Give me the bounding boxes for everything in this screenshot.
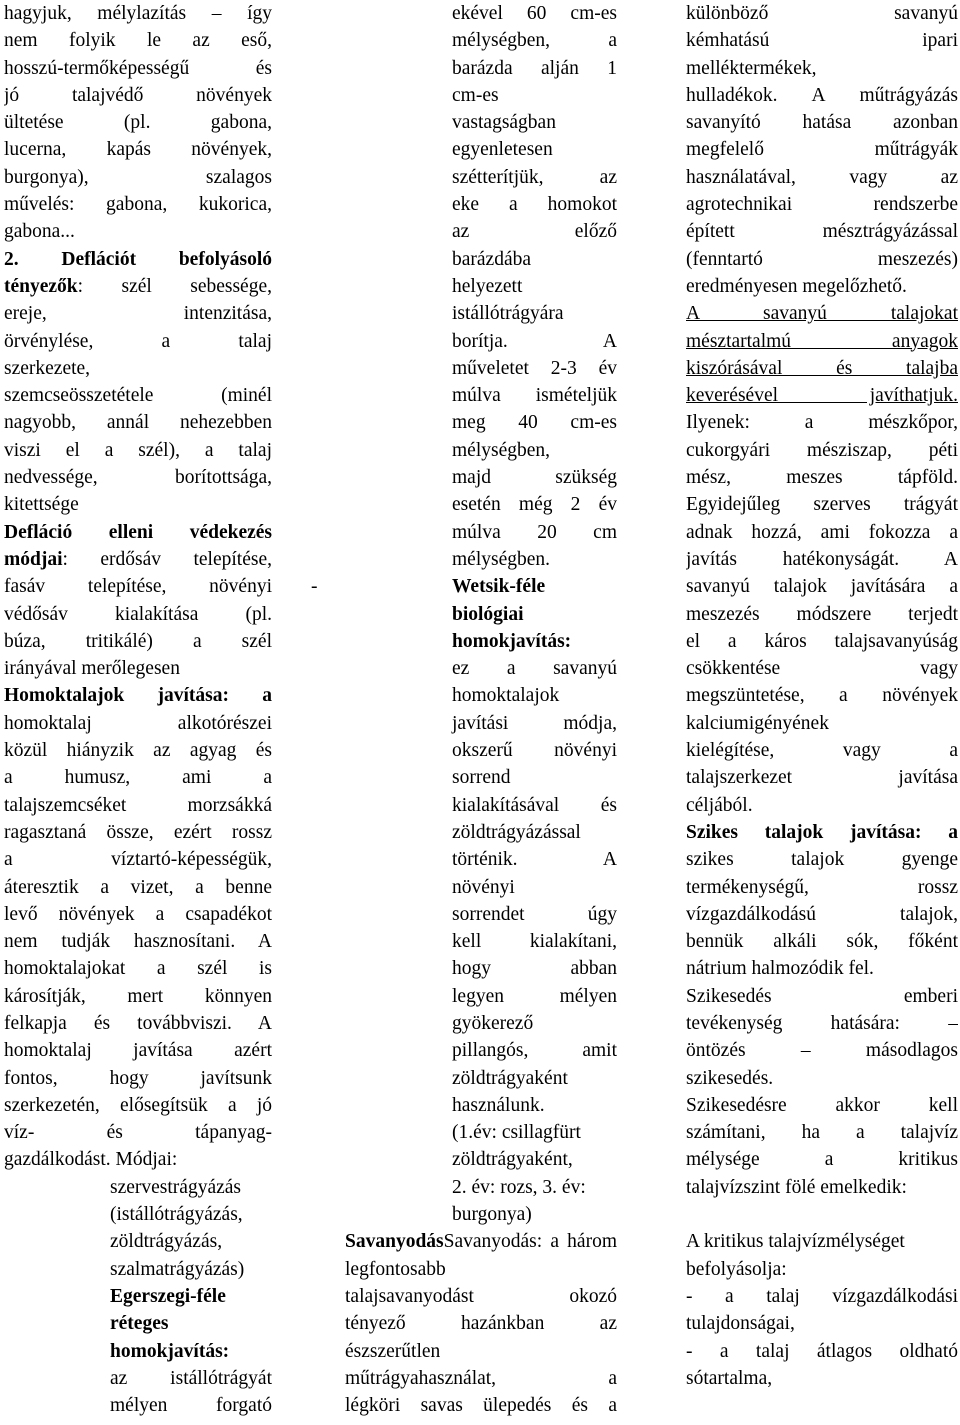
- text-line: mélysége a kritikus: [686, 1149, 958, 1171]
- text-line: a humusz, ami a: [4, 767, 272, 789]
- text-line: fontos, hogy javítsunk: [4, 1067, 272, 1089]
- heading-szikes-talajok: Szikes talajok javítása: a: [686, 821, 958, 843]
- text-line: károsítják, mert könnyen: [4, 985, 272, 1007]
- text-line: múlva 20 cm: [452, 521, 617, 543]
- text-line: Szikesedésre akkor kell: [686, 1094, 958, 1116]
- text-line: eke a homokot: [452, 194, 617, 216]
- text-line: bennük alkáli sók, főként: [686, 931, 958, 953]
- text-line: hagyjuk, mélylazítás – így: [4, 3, 272, 24]
- text-line: sorrendet úgy: [452, 903, 617, 925]
- text-line: egyenletesen: [452, 139, 553, 161]
- text-line: Egerszegi-féle: [110, 1285, 226, 1307]
- heading-savanyodas: [345, 1228, 617, 1255]
- list-item-egerszegi: [4, 1283, 272, 1310]
- text-line: örvénylése, a talaj: [4, 330, 272, 352]
- text-line: homoktalajokat a szél is: [4, 958, 272, 980]
- text-line: tényező hazánkban az: [345, 1313, 617, 1335]
- list-item-sotartalom: - a talaj átlagos oldható: [686, 1340, 958, 1362]
- text-line: burgonya): [452, 1204, 532, 1226]
- text-line: agrotechnikai rendszerbe: [686, 194, 958, 216]
- text-line: homokjavítás:: [110, 1340, 230, 1362]
- text-line: nátrium halmozódik fel.: [686, 958, 874, 980]
- text-line: meg 40 cm-es: [452, 412, 617, 434]
- text-line: tényezők: szél sebessége,: [4, 275, 272, 297]
- text-line: (fenntartó meszezés): [686, 248, 958, 270]
- text-line: tulajdonságai,: [686, 1313, 795, 1335]
- text-line: ültetése (pl. gabona,: [4, 112, 272, 134]
- text-line: ez a savanyú: [452, 658, 617, 680]
- text-line: megszüntetése, a növények: [686, 685, 958, 707]
- text-line: fasáv telepítése, növényi: [4, 576, 272, 598]
- text-line: épített mésztrágyázással: [686, 221, 958, 243]
- text-line: hosszú-termőképességű és: [4, 57, 272, 79]
- text-line: homoktalajok: [452, 685, 560, 707]
- text-line: mélységben, a: [452, 30, 617, 52]
- text-line: nagyobb, annál nehezebben: [4, 412, 272, 434]
- text-line: megfelelő műtrágyák: [686, 139, 958, 161]
- text-line: sótartalma,: [686, 1367, 773, 1389]
- text-line: melléktermékek,: [686, 57, 817, 79]
- column-middle: [311, 0, 617, 1419]
- text-line: az istállótrágyát: [110, 1367, 272, 1389]
- text-line: búza, tritikálé) a szél: [4, 630, 272, 652]
- heading-homoktalajok: Homoktalajok javítása: a: [4, 685, 272, 707]
- text-line: kitettsége: [4, 494, 79, 516]
- text-line: barázdába: [452, 248, 532, 270]
- text-line: művelés: gabona, kukorica,: [4, 194, 272, 216]
- text-line: lucerna, kapás növények,: [4, 139, 272, 161]
- text-line: szikesedés.: [686, 1067, 774, 1089]
- column-right: [686, 0, 958, 1392]
- text-line: cukorgyári mésziszap, péti: [686, 439, 958, 461]
- text-line: mélységben.: [452, 548, 551, 570]
- text-line: hogy abban: [452, 958, 617, 980]
- text-line: homoktalaj javítása azért: [4, 1040, 272, 1062]
- text-line: szikes talajok gyenge: [686, 849, 958, 871]
- list-item-szervestragyazas: [4, 1174, 272, 1201]
- text-line: irányával merőlegesen: [4, 658, 180, 680]
- text-line: A kritikus talajvízmélységet: [686, 1231, 905, 1253]
- column-left: [4, 0, 272, 1419]
- text-line: talajszemcséket morzsákká: [4, 794, 272, 816]
- text-line: homoktalaj alkotórészei: [4, 712, 272, 734]
- bold-lead: tényezők: [4, 275, 78, 297]
- heading-deflacio-vedekezes: Defláció elleni védekezés: [4, 521, 272, 543]
- text-line: keverésével javíthatjuk.: [686, 385, 958, 407]
- text-line: esetén még 2 év: [452, 494, 617, 516]
- text-line: Savanyodás: a három: [443, 1231, 617, 1253]
- text-line: hulladékok. A műtrágyázás: [686, 84, 958, 106]
- text-line: majd szükség: [452, 467, 617, 489]
- text-line: jó talajvédő növények: [4, 84, 272, 106]
- text-line: műtrágyahasználat, a: [345, 1367, 617, 1389]
- text-line: réteges: [110, 1313, 169, 1335]
- text-line: A savanyú talajokat: [686, 303, 958, 325]
- text-line: gyökerező: [452, 1012, 534, 1034]
- heading-deflacio-tenyezok: 2. Deflációt befolyásoló: [4, 248, 272, 270]
- text-line: cm-es: [452, 84, 499, 106]
- text-line: borítja. A: [452, 330, 617, 352]
- text-line: viszi el a szél), a talaj: [4, 439, 272, 461]
- text-line: nem folyik le az eső,: [4, 30, 272, 52]
- text-line: mélyen forgató: [110, 1395, 272, 1417]
- text-line: helyezett: [452, 275, 523, 297]
- text-line: felkapja és továbbviszi. A: [4, 1012, 272, 1034]
- text-line: ragasztaná össze, ezért rossz: [4, 821, 272, 843]
- text-line: pillangós, amit: [452, 1040, 617, 1062]
- text-line: zöldtrágyázás,: [110, 1231, 223, 1253]
- text-line: légköri savas ülepedés és a: [345, 1395, 617, 1417]
- text-line: legfontosabb: [345, 1258, 446, 1280]
- text-line: befolyásolja:: [686, 1258, 787, 1280]
- text-line: nedvessége, borítottsága,: [4, 467, 272, 489]
- text-line: legyen mélyen: [452, 985, 617, 1007]
- text-line: eredményesen megelőzhető.: [686, 275, 907, 297]
- heading-savanyodas-bold: Savanyodás: [345, 1231, 444, 1253]
- text-line: öntözés – másodlagos: [686, 1040, 958, 1062]
- text-line: vízgazdálkodású talajok,: [686, 903, 958, 925]
- text-line: védősáv kialakítása (pl.: [4, 603, 272, 625]
- text-line: mész, meszes tápföld.: [686, 467, 958, 489]
- text-line: Egyidejűleg szerves trágyát: [686, 494, 958, 516]
- text-line: kiszórásával és talajba: [686, 357, 958, 379]
- text-line: Szikesedés emberi: [686, 985, 958, 1007]
- text-line: szétterítjük, az: [452, 166, 617, 188]
- text-line: barázda alján 1: [452, 57, 617, 79]
- text-line: okszerű növényi: [452, 740, 617, 762]
- blank-line: [686, 1201, 958, 1228]
- text-line: ereje, intenzitása,: [4, 303, 272, 325]
- text-line: kialakításával és: [452, 794, 617, 816]
- text-line: talajsavanyodást okozó: [345, 1285, 617, 1307]
- text-line: nem tudják hasznosítani. A: [4, 931, 272, 953]
- text-line: mélységben,: [452, 439, 551, 461]
- text-line: zöldtrágyázással: [452, 821, 581, 843]
- text-line: módjai: erdősáv telepítése,: [4, 548, 272, 570]
- text-line: biológiai: [452, 603, 524, 625]
- text-line: tevékenység hatására: –: [686, 1012, 958, 1034]
- text-line: szerkezete,: [4, 357, 91, 379]
- text-line: áteresztik a vizet, a benne: [4, 876, 272, 898]
- list-item-vizgazdalkodas: - a talaj vízgazdálkodási: [686, 1285, 958, 1307]
- text-line: növényi: [452, 876, 515, 898]
- text-line: múlva ismételjük: [452, 385, 617, 407]
- text-line: zöldtrágyaként: [452, 1067, 568, 1089]
- text-line: történik. A: [452, 849, 617, 871]
- text-line: műveletet 2-3 év: [452, 357, 617, 379]
- text-line: szalmatrágyázás): [110, 1258, 245, 1280]
- text-line: céljából.: [686, 794, 753, 816]
- text-line: a víztartó-képességük,: [4, 849, 272, 871]
- text-line: istállótrágyára: [452, 303, 564, 325]
- text-line: savanyító hatása azonban: [686, 112, 958, 134]
- text-line: zöldtrágyaként,: [452, 1149, 573, 1171]
- text-line: sorrend: [452, 767, 511, 789]
- text-line: burgonya), szalagos: [4, 166, 272, 188]
- text-line: javítás hatékonyságát. A: [686, 548, 958, 570]
- text-line: az előző: [452, 221, 617, 243]
- text-line: kielégítése, vagy a: [686, 740, 958, 762]
- text-line: adnak hozzá, ami fokozza a: [686, 521, 958, 543]
- list-item-wetsik: [311, 573, 617, 600]
- bullet-dash: -: [311, 576, 318, 598]
- text-line: savanyú talajok javítására a: [686, 576, 958, 598]
- text-line: szemcseösszetétele (minél: [4, 385, 272, 407]
- text-line: kalciumigényének: [686, 712, 829, 734]
- text-line: Wetsik-féle: [452, 576, 546, 598]
- text-line: homokjavítás:: [452, 630, 572, 652]
- text-line: vastagságban: [452, 112, 556, 134]
- text-line: víz- és tápanyag-: [4, 1122, 272, 1144]
- text-line: ekével 60 cm-es: [452, 3, 617, 24]
- text-line: kémhatású ipari: [686, 30, 958, 52]
- bold-lead: módjai: [4, 548, 63, 570]
- text-line: különböző savanyú: [686, 3, 958, 24]
- text-line: termékenységű, rossz: [686, 876, 958, 898]
- text-line: (1.év: csillagfürt: [452, 1122, 581, 1144]
- text-line: számítani, ha a talajvíz: [686, 1122, 958, 1144]
- text-line: meszezés módszere terjedt: [686, 603, 958, 625]
- text-line: közül hiányzik az agyag és: [4, 740, 272, 762]
- text-line: talajvízszint fölé emelkedik:: [686, 1176, 907, 1198]
- text-line: szerkezetén, elősegítsük a jó: [4, 1094, 272, 1116]
- text-line: csökkentése vagy: [686, 658, 958, 680]
- text-line: használunk.: [452, 1094, 545, 1116]
- text-line: 2. év: rozs, 3. év:: [452, 1176, 586, 1198]
- text-line: javítási módja,: [452, 712, 617, 734]
- text-line: Ilyenek: a mészkőpor,: [686, 412, 958, 434]
- text-line: kell kialakítani,: [452, 931, 617, 953]
- text-line: el a káros talajsavanyúság: [686, 630, 958, 652]
- text-line: talajszerkezet javítása: [686, 767, 958, 789]
- text-line: (istállótrágyázás,: [110, 1204, 243, 1226]
- text-line: észszerűtlen: [345, 1340, 441, 1362]
- text-line: gabona...: [4, 221, 75, 243]
- text-line: használatával, vagy az: [686, 166, 958, 188]
- text-line: szervestrágyázás: [110, 1176, 242, 1198]
- text-line: gazdálkodást. Módjai:: [4, 1149, 178, 1171]
- text-line: levő növények a csapadékot: [4, 903, 272, 925]
- text-line: mésztartalmú anyagok: [686, 330, 958, 352]
